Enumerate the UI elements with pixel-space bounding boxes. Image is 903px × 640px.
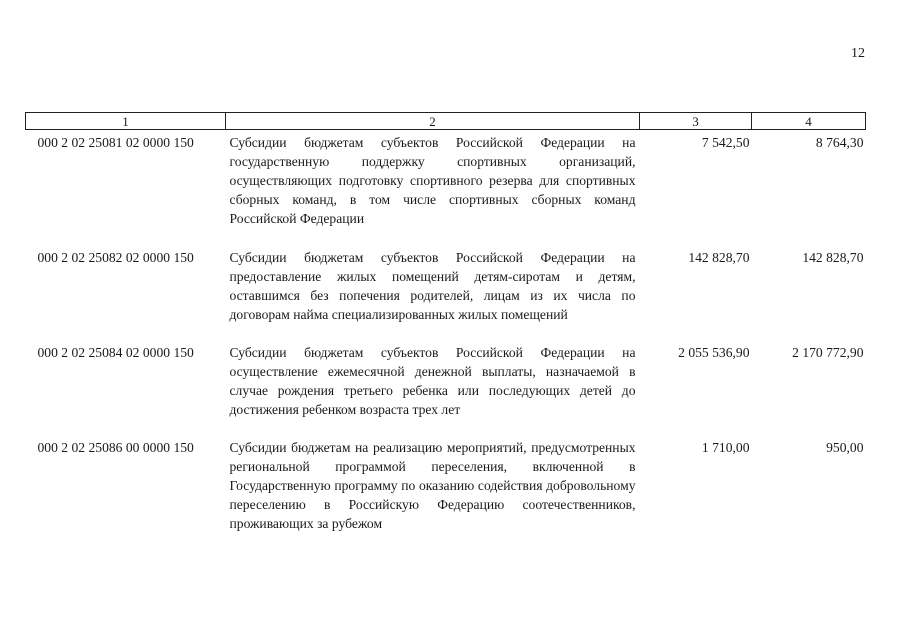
table-body (26, 130, 866, 539)
row-col4-value: 8 764,30 (815, 135, 864, 150)
row-col4-value: 142 828,70 (802, 250, 864, 265)
row-col3-value: 1 710,00 (701, 440, 750, 455)
row-col4-value: 950,00 (826, 440, 864, 455)
row-description: Субсидии бюджетам субъектов Российской Федерации на осуществление ежемесячной денежной выплаты, назначаемой в случае рождения третьего ребенка или последующих детей до достижения ребенком возраста трех лет (229, 345, 636, 417)
header-col-1: 1 (26, 113, 226, 130)
row-col3-value: 7 542,50 (701, 135, 750, 150)
row-code: 000 2 02 25082 02 0000 150 (37, 250, 194, 265)
row-code: 000 2 02 25086 00 0000 150 (37, 440, 194, 455)
row-col3-value: 2 055 536,90 (678, 345, 750, 360)
header-col-4: 4 (752, 113, 866, 130)
page-number: 12 (851, 46, 865, 61)
row-description: Субсидии бюджетам субъектов Российской Федерации на предоставление жилых помещений детям-сиротам и детям, оставшимся без попечения родителей, лицам из их числа по договорам найма специализированных жилых помещений (229, 250, 636, 322)
header-col-3: 3 (640, 113, 752, 130)
row-col4-value: 2 170 772,90 (792, 345, 864, 360)
table-row (26, 130, 866, 246)
row-code: 000 2 02 25081 02 0000 150 (37, 135, 194, 150)
row-col3-value: 142 828,70 (688, 250, 750, 265)
row-code: 000 2 02 25084 02 0000 150 (37, 345, 194, 360)
row-description: Субсидии бюджетам на реализацию мероприятий, предусмотренных региональной программой переселения, включенной в Государственную программу по оказанию содействия добровольному переселению в Российскую Федерацию соотечественников, проживающих за рубежом (229, 440, 636, 531)
header-col-2: 2 (226, 113, 640, 130)
row-description: Субсидии бюджетам субъектов Российской Федерации на государственную поддержку спортивных организаций, осуществляющих подготовку спортивного резерва для спортивных сборных команд, в том числе спортивных сборных команд Российской Федерации (229, 135, 636, 226)
table-row (26, 245, 866, 340)
table-row (26, 435, 866, 538)
table-header (26, 113, 866, 130)
header-row (26, 113, 866, 130)
table-row (26, 340, 866, 435)
budget-table (25, 112, 866, 538)
